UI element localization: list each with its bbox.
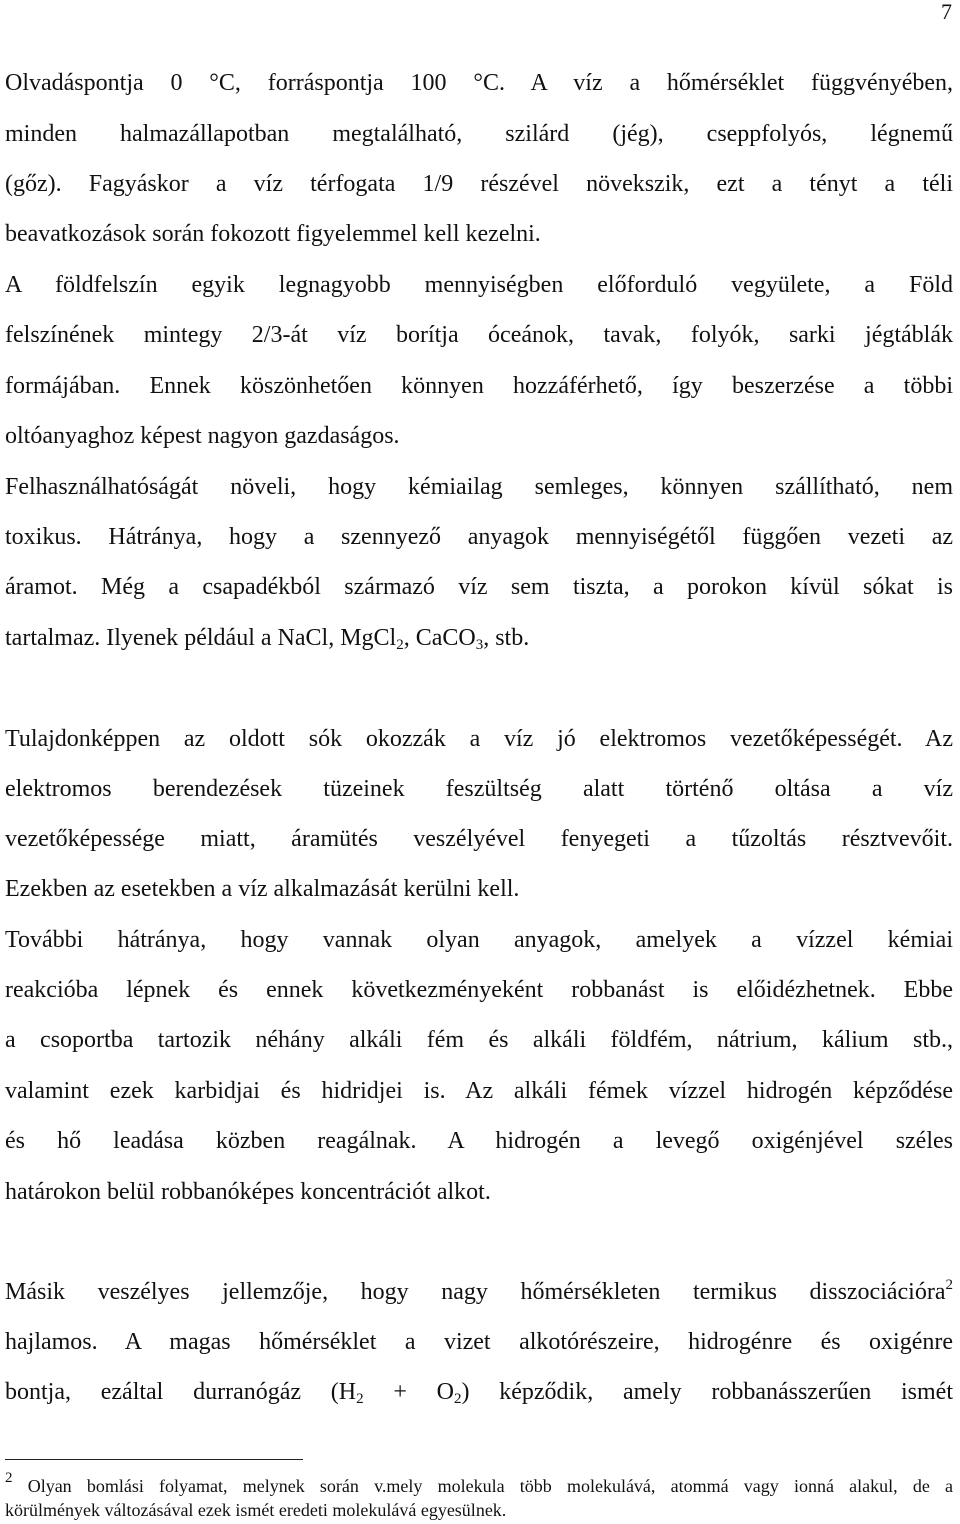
salts-prefix: tartalmaz. Ilyenek például a NaCl, MgCl xyxy=(5,625,397,651)
text-line: További hátránya, hogy vannak olyan anyagok, amelyek a vízzel kémiai xyxy=(5,927,953,953)
salts-subscript: 3 xyxy=(475,637,484,653)
text-line: felszínének mintegy 2/3-át víz borítja óceánok, tavak, folyók, sarki jégtáblák xyxy=(5,322,953,348)
text-line: formájában. Ennek köszönhetően könnyen hozzáférhető, így beszerzése a többi xyxy=(5,373,953,399)
dissociation-text: Másik veszélyes jellemzője, hogy nagy hőmérsékleten termikus disszociációra xyxy=(5,1279,946,1305)
text-line: Olvadáspontja 0 °C, forráspontja 100 °C. A víz a hőmérséklet függvényében, xyxy=(5,70,953,96)
oxyhydrogen-prefix: bontja, ezáltal durranógáz (H xyxy=(5,1379,357,1405)
text-line: elektromos berendezések tüzeinek feszültség alatt történő oltása a víz xyxy=(5,776,953,802)
dissociation-line xyxy=(5,1277,953,1307)
footnote-line xyxy=(5,1470,953,1497)
oxyhydrogen-line xyxy=(5,1377,953,1407)
text-line: Tulajdonképpen az oldott sók okozzák a víz jó elektromos vezetőképességét. Az xyxy=(5,726,953,752)
footnote-marker: 2 xyxy=(5,1470,13,1486)
footnote-line: körülmények változásával ezek ismét eredeti molekulává egyesülnek. xyxy=(5,1500,507,1520)
text-line: határokon belül robbanóképes koncentrációt alkot. xyxy=(5,1179,491,1205)
text-line: reakcióba lépnek és ennek következményeként robbanást is előidézhetnek. Ebbe xyxy=(5,977,953,1003)
text-line: (gőz). Fagyáskor a víz térfogata 1/9 részével növekszik, ezt a tényt a téli xyxy=(5,171,953,197)
text-line: minden halmazállapotban megtalálható, szilárd (jég), cseppfolyós, légnemű xyxy=(5,121,953,147)
text-line: Ezekben az esetekben a víz alkalmazását kerülni kell. xyxy=(5,876,520,902)
oxygen-subscript: 2 xyxy=(453,1391,462,1407)
salts-subscript: 2 xyxy=(396,637,404,653)
footnote-reference: 2 xyxy=(945,1277,953,1293)
text-line: a csoportba tartozik néhány alkáli fém és alkáli földfém, nátrium, kálium stb., xyxy=(5,1027,953,1053)
text-line: és hő leadása közben reagálnak. A hidrogén a levegő oxigénjével széles xyxy=(5,1128,953,1154)
oxyhydrogen-mid: + O xyxy=(363,1379,454,1405)
footnote-text: Olyan bomlási folyamat, melynek során v.mely molekula több molekulává, atommá vagy ionná alakul, de a xyxy=(12,1476,953,1496)
text-line: toxikus. Hátránya, hogy a szennyező anyagok mennyiségétől függően vezeti az xyxy=(5,524,953,550)
text-line: valamint ezek karbidjai és hidridjei is. Az alkáli fémek vízzel hidrogén képződése xyxy=(5,1078,953,1104)
text-line: áramot. Még a csapadékból származó víz sem tiszta, a porokon kívül sókat is xyxy=(5,574,953,600)
text-line: A földfelszín egyik legnagyobb mennyiségben előforduló vegyülete, a Föld xyxy=(5,272,953,298)
salts-mid: , CaCO xyxy=(403,625,476,651)
hydrogen-subscript: 2 xyxy=(356,1391,364,1407)
text-line: oltóanyaghoz képest nagyon gazdaságos. xyxy=(5,423,400,449)
text-line: Felhasználhatóságát növeli, hogy kémiailag semleges, könnyen szállítható, nem xyxy=(5,474,953,500)
footnote-divider xyxy=(5,1459,303,1460)
oxyhydrogen-suffix: ) képződik, amely robbanásszerűen ismét xyxy=(461,1379,953,1405)
text-line: vezetőképessége miatt, áramütés veszélyével fenyegeti a tűzoltás résztvevőit. xyxy=(5,826,953,852)
text-line: beavatkozások során fokozott figyelemmel kell kezelni. xyxy=(5,221,541,247)
page-number: 7 xyxy=(941,0,952,24)
salts-line xyxy=(5,623,953,653)
salts-suffix: , stb. xyxy=(483,625,530,651)
text-line: hajlamos. A magas hőmérséklet a vizet alkotórészeire, hidrogénre és oxigénre xyxy=(5,1329,953,1355)
